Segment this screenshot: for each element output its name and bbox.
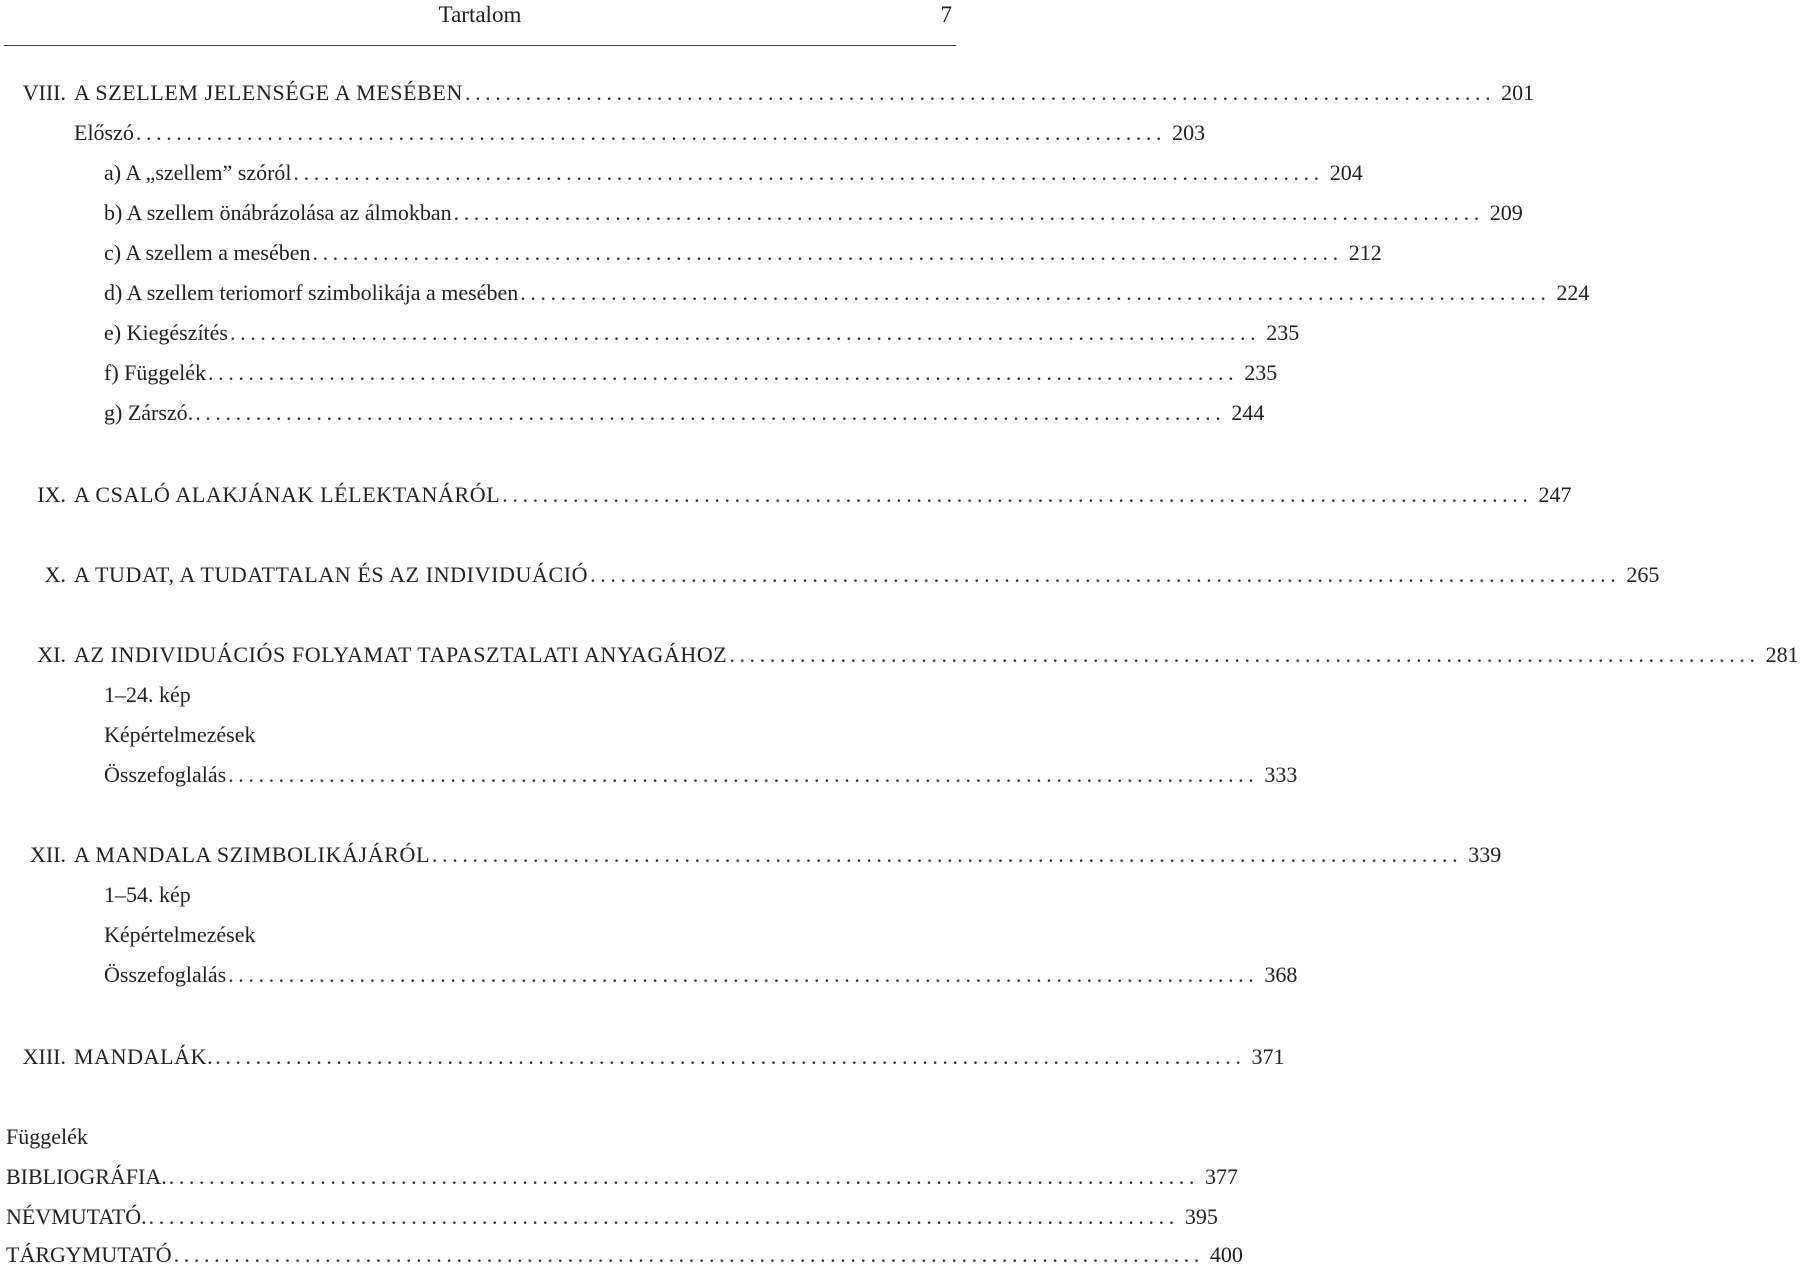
header-rule bbox=[4, 45, 956, 46]
chapter-title: A SZELLEM JELENSÉGE A MESÉBEN bbox=[74, 80, 463, 105]
toc-entry[interactable] bbox=[0, 316, 1300, 346]
page-ref: 371 bbox=[1251, 1044, 1285, 1069]
toc-entry[interactable] bbox=[0, 156, 1363, 186]
entry-label: Képértelmezések bbox=[104, 922, 256, 947]
toc-entry[interactable] bbox=[0, 276, 1590, 306]
toc-entry[interactable] bbox=[0, 236, 1382, 266]
page-ref: 203 bbox=[1172, 120, 1206, 145]
toc-chapter-12[interactable] bbox=[0, 838, 1502, 868]
dot-leader: ...................................................................................................... bbox=[432, 842, 1463, 867]
page-ref: 201 bbox=[1501, 80, 1535, 105]
dot-leader: ...................................................................................................... bbox=[135, 120, 1167, 145]
toc-chapter-10[interactable] bbox=[0, 558, 1660, 588]
toc-appendix-entry[interactable] bbox=[0, 1200, 1218, 1230]
page-ref: 377 bbox=[1204, 1164, 1238, 1189]
toc-entry[interactable] bbox=[0, 958, 1298, 988]
chapter-number: XIII. bbox=[22, 1044, 66, 1069]
entry-label: 1–54. kép bbox=[104, 882, 191, 907]
page-number: 7 bbox=[940, 2, 952, 27]
toc-entry[interactable] bbox=[0, 678, 960, 708]
dot-leader: ...................................................................................................... bbox=[173, 1242, 1204, 1267]
dot-leader: ...................................................................................................... bbox=[230, 320, 1261, 345]
toc-entry[interactable] bbox=[0, 196, 1523, 226]
page-ref: 368 bbox=[1264, 962, 1298, 987]
appendix-heading bbox=[0, 1120, 960, 1150]
chapter-title: A TUDAT, A TUDATTALAN ÉS AZ INDIVIDUÁCIÓ bbox=[74, 562, 589, 587]
entry-label: g) Zárszó. bbox=[104, 400, 194, 425]
dot-leader: ...................................................................................................... bbox=[590, 562, 1621, 587]
chapter-number: VIII. bbox=[22, 80, 66, 105]
page-ref: 235 bbox=[1266, 320, 1300, 345]
chapter-title: MANDALÁK. bbox=[74, 1044, 214, 1069]
page-ref: 281 bbox=[1765, 642, 1799, 667]
dot-leader: ...................................................................................................... bbox=[228, 962, 1259, 987]
chapter-number: XII. bbox=[29, 842, 66, 867]
toc-entry[interactable] bbox=[0, 396, 1265, 426]
page-ref: 339 bbox=[1468, 842, 1502, 867]
dot-leader: ...................................................................................................... bbox=[195, 400, 1226, 425]
entry-label: f) Függelék bbox=[104, 360, 207, 385]
toc-entry[interactable] bbox=[0, 878, 960, 908]
page-ref: 212 bbox=[1348, 240, 1382, 265]
entry-label: Előszó bbox=[74, 120, 134, 145]
entry-label: 1–24. kép bbox=[104, 682, 191, 707]
entry-label: NÉVMUTATÓ. bbox=[6, 1204, 147, 1229]
dot-leader: ...................................................................................................... bbox=[208, 360, 1239, 385]
entry-label: d) A szellem teriomorf szimbolikája a mesében bbox=[104, 280, 519, 305]
entry-label: Képértelmezések bbox=[104, 722, 256, 747]
page-ref: 395 bbox=[1184, 1204, 1218, 1229]
entry-label: b) A szellem önábrázolása az álmokban bbox=[104, 200, 452, 225]
entry-label: TÁRGYMUTATÓ bbox=[6, 1242, 172, 1267]
chapter-number: X. bbox=[44, 562, 66, 587]
toc-chapter-13[interactable] bbox=[0, 1040, 1285, 1070]
page-ref: 400 bbox=[1209, 1242, 1243, 1267]
toc-entry[interactable] bbox=[0, 718, 960, 748]
dot-leader: ...................................................................................................... bbox=[293, 160, 1324, 185]
dot-leader: ...................................................................................................... bbox=[168, 1164, 1199, 1189]
toc-chapter-9[interactable] bbox=[0, 478, 1572, 508]
toc-entry[interactable] bbox=[0, 356, 1278, 386]
toc-appendix-entry[interactable] bbox=[0, 1238, 1243, 1268]
appendix-heading-label: Függelék bbox=[6, 1124, 88, 1149]
dot-leader: ...................................................................................................... bbox=[228, 762, 1259, 787]
chapter-title: AZ INDIVIDUÁCIÓS FOLYAMAT TAPASZTALATI ANYAGÁHOZ bbox=[74, 642, 728, 667]
entry-label: e) Kiegészítés bbox=[104, 320, 228, 345]
entry-label: c) A szellem a mesében bbox=[104, 240, 311, 265]
page-ref: 209 bbox=[1489, 200, 1523, 225]
dot-leader: ...................................................................................................... bbox=[464, 80, 1496, 105]
toc-chapter-8[interactable] bbox=[0, 76, 1535, 106]
dot-leader: ...................................................................................................... bbox=[502, 482, 1533, 507]
toc-chapter-11[interactable] bbox=[0, 638, 1799, 668]
running-header bbox=[0, 0, 960, 32]
page-ref: 204 bbox=[1329, 160, 1363, 185]
dot-leader: ...................................................................................................... bbox=[148, 1204, 1179, 1229]
page-ref: 333 bbox=[1264, 762, 1298, 787]
chapter-title: A MANDALA SZIMBOLIKÁJÁRÓL bbox=[74, 842, 431, 867]
dot-leader: ...................................................................................................... bbox=[520, 280, 1551, 305]
page-ref: 244 bbox=[1231, 400, 1265, 425]
running-title: Tartalom bbox=[438, 2, 522, 27]
entry-label: a) A „szellem” szóról bbox=[104, 160, 292, 185]
entry-label: BIBLIOGRÁFIA. bbox=[6, 1164, 167, 1189]
chapter-number: XI. bbox=[37, 642, 66, 667]
toc-entry[interactable] bbox=[0, 758, 1298, 788]
dot-leader: ...................................................................................................... bbox=[312, 240, 1343, 265]
entry-label: Összefoglalás bbox=[104, 962, 227, 987]
chapter-number: IX. bbox=[37, 482, 66, 507]
entry-label: Összefoglalás bbox=[104, 762, 227, 787]
toc-entry[interactable] bbox=[0, 918, 960, 948]
toc-entry[interactable] bbox=[0, 116, 1206, 146]
dot-leader: ...................................................................................................... bbox=[453, 200, 1484, 225]
chapter-title: A CSALÓ ALAKJÁNAK LÉLEKTANÁRÓL bbox=[74, 482, 501, 507]
page-ref: 247 bbox=[1538, 482, 1572, 507]
toc-appendix-entry[interactable] bbox=[0, 1160, 1238, 1190]
dot-leader: ...................................................................................................... bbox=[215, 1044, 1246, 1069]
page-ref: 224 bbox=[1556, 280, 1590, 305]
page-ref: 235 bbox=[1244, 360, 1278, 385]
dot-leader: ...................................................................................................... bbox=[729, 642, 1760, 667]
page-ref: 265 bbox=[1626, 562, 1660, 587]
